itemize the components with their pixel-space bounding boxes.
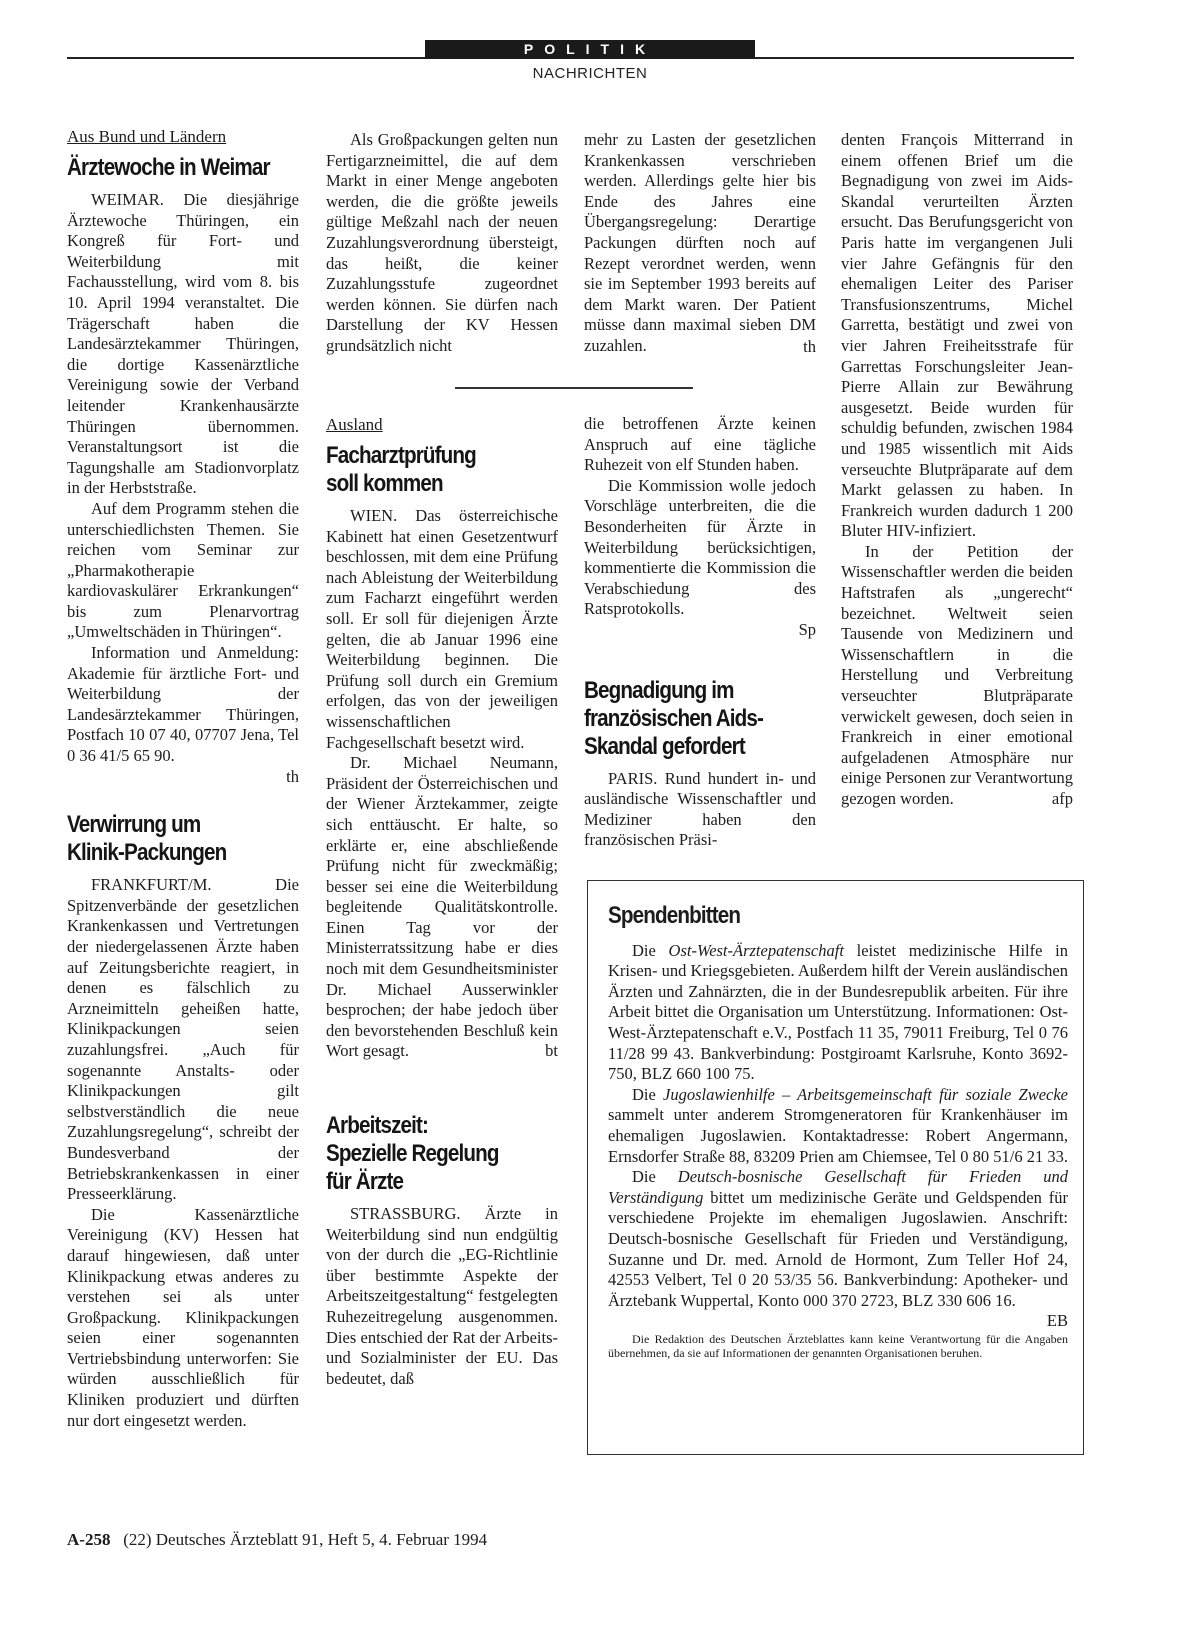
article-paragraph: STRASSBURG. Ärzte in Weiterbildung sind nun endgültig von der durch die „EG-Richtlinie über bestimmte Aspekte der Arbeitszeitgestaltung“ festgelegten Ruhezeitregelung ausgenommen. Dies entschied der Rat der Arbeits- und Sozialminister der EU. Das bedeutet, daß [326, 1204, 558, 1388]
page-footer [67, 1530, 487, 1550]
column-2-top [326, 130, 558, 357]
issue-info: (22) Deutsches Ärzteblatt 91, Heft 5, 4. Februar 1994 [123, 1530, 488, 1549]
article-paragraph: Die Kassenärztliche Vereinigung (KV) Hessen hat darauf hingewiesen, daß unter Klinikpackung etwas anderes zu verstehen sei als unter Großpackung. Klinikpackungen seien einer sogenannten Vertriebsbindung unterworfen: Sie würden ausschließlich für Kliniken produziert und dürften nur dort eingesetzt werden. [67, 1204, 299, 1430]
article-paragraph: die betroffenen Ärzte keinen Anspruch auf eine tägliche Ruhezeit von elf Stunden haben. [584, 414, 816, 475]
article-paragraph: mehr zu Lasten der gesetzlichen Krankenkassen verschrieben werden. Allerdings gelte hier bis Ende des Jahres eine Übergangsregelung: Derartige Packungen dürften noch auf Rezept verordnet werden, wenn sie im September 1993 bereits auf dem Markt waren. Der Patient müsse dann maximal sieben DM zuzahlen. [584, 130, 816, 355]
article-paragraph: WEIMAR. Die diesjährige Ärztewoche Thüringen, ein Kongreß für Fort- und Weiterbildung mit Fachausstellung, wird vom 8. bis 10. April 1994 veranstaltet. Die Trägerschaft haben die Landesärztekammer Thüringen, die dortige Kassenärztliche Vereinigung sowie der Verband leitender Krankenhausärzte Thüringen übernommen. Veranstaltungsort ist die Tagungshalle am Stadionvorplatz in der Herbststraße. [67, 190, 299, 498]
article-paragraph: Auf dem Programm stehen die unterschiedlichsten Themen. Sie reichen vom Seminar zur „Pharmakotherapie kardiovaskulärer Erkrankungen“ bis zum Plenarvortrag „Umweltschäden in Thüringen“. [67, 498, 299, 642]
author-signature: bt [545, 1041, 558, 1061]
column-3 [584, 414, 816, 851]
kicker-bund-laender: Aus Bund und Ländern [67, 127, 227, 146]
column-3-top [584, 130, 816, 357]
article-paragraph: Als Großpackungen gelten nun Fertigarzneimittel, die auf dem Markt in einer Menge angeboten werden, die die größte jeweils gültige Meßzahl nach der neuen Zuzahlungsverordnung übersteigt, das heißt, die keiner Zuzahlungsstufe zugeordnet werden können. Sie dürfen nach Darstellung der KV Hessen grundsätzlich nicht [326, 130, 558, 355]
box-paragraph: Die Deutsch-bosnische Gesellschaft für Frieden und Verständigung bittet um medizinische Geräte und Geldspenden für verschiedene Projekte im ehemaligen Jugoslawien. Anschrift: Deutsch-bosnische Gesellschaft für Frieden und Verständigung, Suzanne und Dr. med. Arnold de Hormont, Zum Teller Hof 24, 42553 Velbert, Tel 0 20 53/35 56. Bankverbindung: Apotheker- und Ärztebank Wuppertal, Konto 000 370 2723, BLZ 330 606 16. [608, 1167, 1068, 1310]
article-paragraph: Die Kommission wolle jedoch Vorschläge unterbreiten, die die Besonderheiten für Ärzte in Weiterbildung berücksichtigen, kommentierte die Kommission die Verabschiedung des Ratsprotokolls. [584, 475, 816, 619]
editorial-note: Die Redaktion des Deutschen Ärzteblattes kann keine Verantwortung für die Angaben übernehmen, da sie auf Informationen der genannten Organisationen beruhen. [608, 1331, 1068, 1361]
box-paragraph: Die Ost-West-Ärztepatenschaft leistet medizinische Hilfe in Krisen- und Kriegsgebieten. Außerdem hilft der Verein ausländischen Ärzten und Zahnärzten, die in der Bundesrepublik arbeiten. Für ihre Arbeit bittet die Organisation um Unterstützung. Informationen: Ost-West-Ärztepatenschaft e.V., Postfach 11 35, 79011 Freiburg, Tel 0 76 11/28 99 43. Bankverbindung: Postgiroamt Karlsruhe, Konto 3692-750, BLZ 660 100 75. [608, 940, 1068, 1084]
headline-facharztpruefung: Facharztprüfung soll kommen [326, 442, 476, 497]
headline-arbeitszeit: Arbeitszeit: Spezielle Regelung für Ärzte [326, 1112, 499, 1196]
headline-begnadigung: Begnadigung im französischen Aids- Skandal gefordert [584, 676, 764, 760]
separator-rule [455, 387, 693, 389]
column-2 [326, 414, 558, 1389]
column-4 [841, 130, 1073, 810]
author-signature: th [286, 766, 299, 786]
article-paragraph: PARIS. Rund hundert in- und ausländische Wissenschaftler und Mediziner haben den französischen Präsi- [584, 768, 816, 850]
column-1 [67, 126, 299, 1431]
section-label: POLITIK [425, 40, 755, 59]
kicker-ausland: Ausland [326, 415, 383, 434]
author-signature: EB [1046, 1311, 1068, 1331]
author-signature: afp [1051, 789, 1073, 808]
subsection-label: NACHRICHTEN [532, 65, 648, 82]
article-paragraph: FRANKFURT/M. Die Spitzenverbände der gesetzlichen Krankenkassen und Vertretungen der niedergelassenen Ärzte haben auf Zeitungsberichte reagiert, in denen es fälschlich zu Arzneimitteln geheißen hatte, Klinikpackungen seien zuzahlungsfrei. „Auch für sogenannte Anstalts- oder Klinikpackungen gilt selbstverständlich die neue Zuzahlungsregelung“, schreibt der Bundesverband der Betriebskrankenkassen in einer Presseerklärung. [67, 875, 299, 1204]
headline-aerztewoche: Ärztewoche in Weimar [67, 154, 270, 181]
box-paragraph: Die Jugoslawienhilfe – Arbeitsgemeinschaft für soziale Zwecke sammelt unter anderem Stromgeneratoren für Krankenhäuser im ehemaligen Jugoslawien. Kontaktadresse: Robert Angermann, Ernsdorfer Straße 88, 83209 Prien am Chiemsee, Tel 0 80 51/6 21 33. [608, 1084, 1069, 1166]
article-paragraph: In der Petition der Wissenschaftler werden die beiden Haftstrafen als „ungerecht“ bezeichnet. Weltweit seien Tausende von Medizinern und Wissenschaftlern in die Herstellung und Verbreitung verseuchter Blutpräparate verwickelt gewesen, doch seien in Frankreich in einer emotional aufgeladenen Atmosphäre nur einige Personen zur Verantwortung gezogen worden. afp [841, 541, 1074, 808]
page-number: A-258 [67, 1530, 111, 1549]
author-signature: th [803, 336, 816, 356]
article-paragraph: WIEN. Das österreichische Kabinett hat einen Gesetzentwurf beschlossen, mit dem eine Prüfung nach Ableistung der Weiterbildung zum Facharzt eingeführt werden soll. Er soll für diejenigen Ärzte gelten, die ab Januar 1996 eine Weiterbildung beginnen. Die Prüfung soll durch ein Gremium erfolgen, das von der jeweiligen wissenschaftlichen Fachgesellschaft besetzt wird. [326, 506, 558, 752]
article-paragraph: Information und Anmeldung: Akademie für ärztliche Fort- und Weiterbildung der Landesärztekammer Thüringen, Postfach 10 07 40, 07707 Jena, Tel 0 36 41/5 65 90. th [67, 643, 299, 786]
author-signature: Sp [798, 619, 816, 639]
donation-box [587, 880, 1084, 1455]
headline-spendenbitten: Spendenbitten [608, 902, 741, 929]
headline-verwirrung: Verwirrung um Klinik-Packungen [67, 811, 227, 867]
article-paragraph: Dr. Michael Neumann, Präsident der Österreichischen und der Wiener Ärztekammer, zeigte sich enttäuscht. Er halte, so erklärte er, eine abschließende Prüfung nicht für zweckmäßig; besser sei eine die Weiterbildung begleitende Qualitätskontrolle. Einen Tag vor der Ministerratssitzung habe er dies noch mit dem Gesundheitsminister Dr. Michael Ausserwinkler besprochen; der habe jedoch über den bevorstehenden Beschluß kein Wort gesagt. bt [326, 753, 558, 1061]
article-paragraph: denten François Mitterrand in einem offenen Brief um die Begnadigung von zwei im Aids-Skandal verurteilten Ärzten ersucht. Das Berufungsgericht von Paris hatte im vergangenen Juli vier Jahre Gefängnis für den ehemaligen Leiter des Pariser Transfusionszentrums, Michel Garretta, bestätigt und zwei von vier Jahren Freiheitsstrafe für Garrettas Forschungsleiter Jean-Pierre Allain zur Bewährung ausgesetzt. Beide wurden für schuldig befunden, zwischen 1984 und 1985 wissentlich mit Aids verseuchte Blutpräparate auf dem Markt gelassen zu haben. In Frankreich wurden dadurch 1 200 Bluter HIV-infiziert. [841, 130, 1073, 541]
